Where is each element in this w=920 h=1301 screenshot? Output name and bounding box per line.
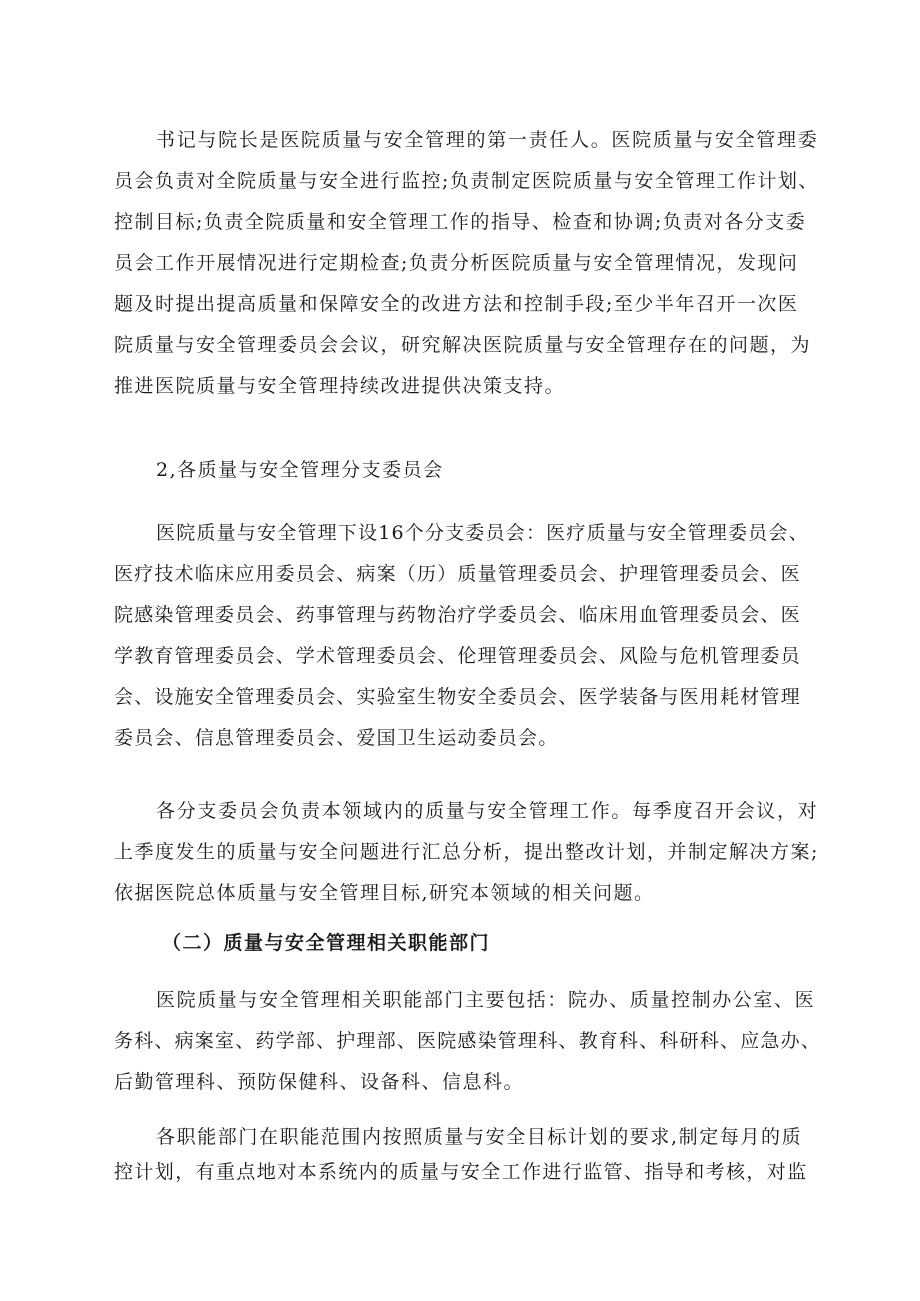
paragraph-line: 书记与院长是医院质量与安全管理的第一责任人。医院质量与安全管理委 <box>156 129 819 151</box>
section-title: 2,各质量与安全管理分支委员会 <box>156 459 444 481</box>
paragraph-line: 委员会、信息管理委员会、爱国卫生运动委员会。 <box>114 727 559 749</box>
paragraph-line: 员会负责对全院质量与安全进行监控;负责制定医院质量与安全管理工作计划、 <box>114 170 819 192</box>
paragraph-line: 员会工作开展情况进行定期检查;负责分析医院质量与安全管理情况，发现问 <box>114 252 799 274</box>
paragraph-subcommittee-duties <box>114 791 819 914</box>
paragraph-line: 上季度发生的质量与安全问题进行汇总分析，提出整改计划，并制定解决方案; <box>114 841 819 863</box>
paragraph-line: 院质量与安全管理委员会会议，研究解决医院质量与安全管理存在的问题，为 <box>114 334 812 356</box>
paragraph-responsibility <box>114 120 819 407</box>
paragraph-line: 后勤管理科、预防保健科、设备科、信息科。 <box>114 1071 525 1093</box>
paragraph-department-duties <box>114 1120 814 1190</box>
paragraph-line: 依据医院总体质量与安全管理目标,研究本领域的相关问题。 <box>114 882 655 904</box>
section-heading: （二）质量与安全管理相关职能部门 <box>162 932 491 954</box>
paragraph-line: 推进医院质量与安全管理持续改进提供决策支持。 <box>114 375 566 397</box>
paragraph-line: 务科、病案室、药学部、护理部、医院感染管理科、教育科、科研科、应急办、 <box>114 1030 822 1052</box>
paragraph-line: 各分支委员会负责本领域内的质量与安全管理工作。每季度召开会议，对 <box>156 800 819 822</box>
paragraph-line: 控制目标;负责全院质量和安全管理工作的指导、检查和协调;负责对各分支委 <box>114 211 807 233</box>
paragraph-line: 医院质量与安全管理相关职能部门主要包括：院办、质量控制办公室、医 <box>156 989 816 1011</box>
paragraph-line: 控计划，有重点地对本系统内的质量与安全工作进行监管、指导和考核，对监 <box>114 1161 808 1183</box>
paragraph-departments <box>114 980 822 1103</box>
paragraph-line: 医院质量与安全管理下设16个分支委员会：医疗质量与安全管理委员会、 <box>156 522 809 544</box>
paragraph-line: 各职能部门在职能范围内按照质量与安全目标计划的要求,制定每月的质 <box>156 1126 803 1148</box>
paragraph-line: 学教育管理委员会、学术管理委员会、伦理管理委员会、风险与危机管理委员 <box>114 645 801 667</box>
paragraph-line: 会、设施安全管理委员会、实验室生物安全委员会、医学装备与医用耗材管理 <box>114 686 801 708</box>
paragraph-line: 题及时提出提高质量和保障安全的改进方法和控制手段;至少半年召开一次医 <box>114 293 799 315</box>
paragraph-committees <box>114 513 814 759</box>
paragraph-line: 院感染管理委员会、药事管理与药物治疗学委员会、临床用血管理委员会、医 <box>114 604 801 626</box>
paragraph-line: 医疗技术临床应用委员会、病案（历）质量管理委员会、护理管理委员会、医 <box>114 563 801 585</box>
